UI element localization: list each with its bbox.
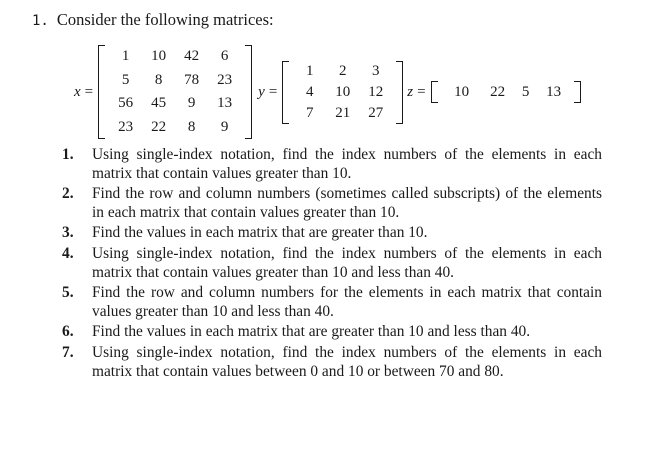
matrix-y-cell: 1 — [306, 62, 314, 79]
matrix-z-label: z — [407, 83, 414, 100]
matrix-x-cell: 9 — [187, 95, 196, 111]
matrix-z — [431, 81, 581, 103]
matrix-z-grid — [438, 81, 574, 103]
matrix-x-cell: 22 — [151, 118, 167, 135]
problem-number: 1. — [32, 13, 49, 29]
matrix-y-cell: 4 — [306, 83, 314, 100]
matrix-y-cell: 7 — [306, 104, 314, 121]
left-bracket — [282, 61, 289, 124]
matrix-x-cell: 1 — [121, 48, 130, 64]
matrix-x-cell: 23 — [217, 71, 233, 88]
matrix-x-grid — [105, 45, 245, 139]
matrix-y — [282, 61, 403, 124]
task-text: Using single-index notation, find the index numbers of the elements in each matrix that contain values greater than 10 and less than 40. — [92, 244, 602, 281]
right-bracket — [245, 45, 252, 139]
left-bracket — [98, 45, 105, 139]
matrix-y-cell: 3 — [372, 62, 380, 79]
right-bracket — [396, 61, 403, 124]
matrix-y-cell: 27 — [368, 104, 384, 121]
right-bracket — [574, 81, 581, 103]
task-text: Find the values in each matrix that are greater than 10. — [92, 224, 428, 242]
task-text: Using single-index notation, find the index numbers of the elements in each matrix that contain values between 0 and 10 or between 70 and 80. — [92, 343, 602, 380]
task-text: Using single-index notation, find the index numbers of the elements in each matrix that contain values greater than 10. — [92, 146, 602, 182]
matrix-y-grid — [289, 61, 396, 124]
problem-heading — [32, 10, 274, 30]
matrix-x-cell: 6 — [220, 48, 229, 64]
task-item — [62, 344, 602, 381]
task-item — [62, 284, 602, 321]
task-item — [62, 323, 602, 342]
matrix-z-cell: 13 — [546, 84, 562, 100]
matrix-x — [98, 45, 252, 139]
matrix-y-cell: 12 — [368, 83, 384, 100]
task-number: 1. — [62, 146, 74, 163]
matrix-x-cell: 9 — [220, 118, 229, 135]
matrix-x-cell: 8 — [154, 71, 163, 88]
task-list — [62, 146, 602, 383]
left-bracket — [431, 81, 438, 103]
task-item — [62, 185, 602, 222]
matrix-x-label: x — [74, 83, 81, 100]
task-number: 4. — [62, 244, 74, 262]
task-text: Find the row and column numbers for the elements in each matrix that contain values greater than 10 and less than 40. — [92, 284, 602, 320]
matrix-z-equals: = — [417, 83, 426, 100]
matrix-z-cell: 5 — [521, 84, 530, 100]
task-number: 7. — [62, 343, 74, 361]
problem-intro: Consider the following matrices: — [56, 10, 274, 29]
task-number: 6. — [62, 323, 74, 341]
task-text: Find the row and column numbers (sometimes called subscripts) of the elements in each matrix that contain values greater than 10. — [92, 185, 602, 221]
task-item — [62, 245, 602, 282]
matrix-x-cell: 45 — [151, 95, 167, 111]
matrix-x-cell: 56 — [118, 95, 134, 111]
matrix-y-cell: 21 — [335, 104, 351, 121]
matrix-x-cell: 78 — [184, 71, 200, 88]
matrix-z-cell: 10 — [454, 84, 470, 100]
matrix-x-cell: 10 — [151, 48, 167, 64]
task-number: 5. — [62, 284, 74, 302]
task-text: Find the values in each matrix that are greater than 10 and less than 40. — [92, 323, 531, 341]
matrix-definitions — [74, 44, 581, 140]
task-number: 3. — [62, 224, 74, 242]
task-item — [62, 146, 602, 183]
matrix-x-cell: 23 — [118, 118, 134, 135]
matrix-x-equals: = — [84, 83, 94, 100]
task-number: 2. — [62, 185, 74, 203]
matrix-x-cell: 42 — [184, 48, 200, 64]
task-item — [62, 224, 602, 243]
matrix-z-cell: 22 — [490, 84, 506, 100]
matrix-y-equals: = — [268, 83, 278, 100]
matrix-y-cell: 10 — [335, 83, 351, 100]
matrix-x-cell: 5 — [121, 71, 130, 88]
matrix-x-cell: 8 — [187, 118, 196, 135]
matrix-x-cell: 13 — [217, 95, 233, 111]
matrix-y-label: y — [258, 83, 265, 100]
matrix-y-cell: 2 — [339, 62, 347, 79]
